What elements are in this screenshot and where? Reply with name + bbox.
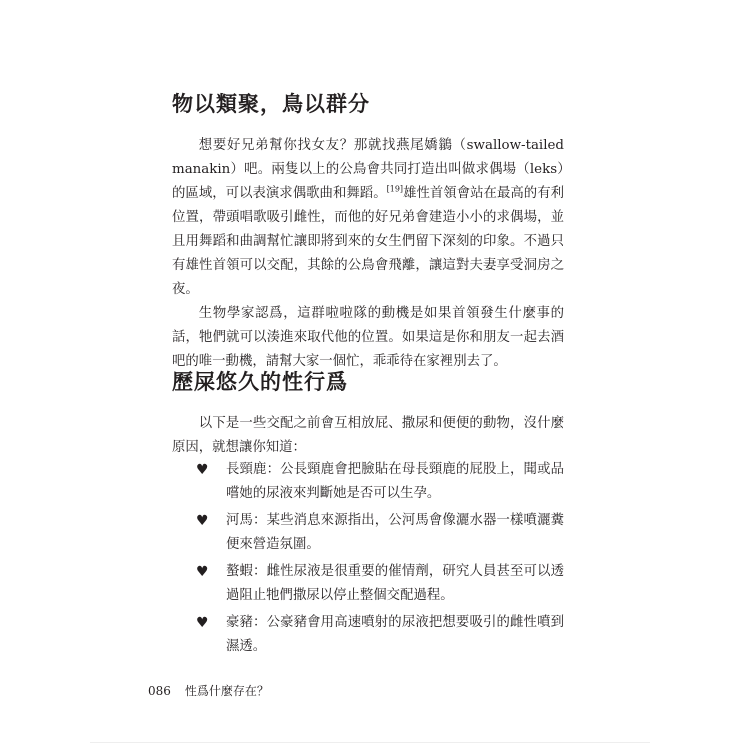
bottom-divider: [90, 742, 650, 743]
section-history-intro: [172, 412, 564, 460]
list-item-porcupine: [196, 611, 564, 659]
heart-bullet-icon: ♥: [196, 615, 209, 631]
list-item-text: 河馬：某些消息來源指出，公河馬會像灑水器一樣噴灑糞便來營造氛圍。: [226, 513, 564, 552]
paragraph-intro: 以下是一些交配之前會互相放屁、撒尿和便便的動物，沒什麼原因，就想讓你知道：: [172, 416, 564, 455]
list-item-text: 螯蝦：雌性尿液是很重要的催情劑，研究人員甚至可以透過阻止牠們撒尿以停止整個交配過程。: [226, 564, 564, 603]
paragraph-manakin-text-b: 雄性首領會站在最高的有利位置，帶頭唱歌吸引雌性，而他的好兄弟會建造小小的求偶場，並且用舞蹈和曲調幫忙讓即將到來的女生們留下深刻的印象。不過只有雄性首領可以交配，其餘的公鳥會飛離，讓這對夫妻享受洞房之夜。: [172, 186, 565, 297]
list-item-crayfish: [196, 560, 564, 608]
paragraph-manakin: [172, 134, 564, 302]
running-title: 性爲什麼存在？: [184, 684, 269, 698]
section-heading-history: 歷屎悠久的性行爲: [172, 369, 348, 394]
animal-list: [196, 458, 564, 662]
section-heading-birds: 物以類聚，鳥以群分: [172, 91, 370, 116]
paragraph-biologists: 生物學家認爲，這群啦啦隊的動機是如果首領發生什麼事的話，牠們就可以湊進來取代他的位置。如果這是你和朋友一起去酒吧的唯一動機，請幫大家一個忙，乖乖待在家裡別去了。: [172, 306, 564, 369]
page-footer: [148, 682, 269, 699]
page-number: 086: [148, 684, 171, 698]
section-birds-body: [172, 134, 564, 374]
heart-bullet-icon: ♥: [196, 513, 209, 529]
list-item-text: 豪豬：公豪豬會用高速噴射的尿液把想要吸引的雌性噴到濕透。: [226, 615, 564, 654]
footnote-reference: [19]: [386, 184, 404, 194]
heart-bullet-icon: ♥: [196, 462, 209, 478]
heart-bullet-icon: ♥: [196, 564, 209, 580]
list-item-text: 長頸鹿：公長頸鹿會把臉貼在母長頸鹿的屁股上，聞或品嚐她的尿液來判斷她是否可以生孕。: [226, 462, 564, 501]
list-item-hippo: [196, 509, 564, 557]
list-item-giraffe: [196, 458, 564, 506]
paragraph-manakin-text-a: 想要好兄弟幫你找女友？那就找燕尾嬌鶲（swallow-tailed manakin）吧。兩隻以上的公鳥會共同打造出叫做求偶場（leks）的區域，可以表演求偶歌曲和舞蹈。: [172, 138, 564, 201]
